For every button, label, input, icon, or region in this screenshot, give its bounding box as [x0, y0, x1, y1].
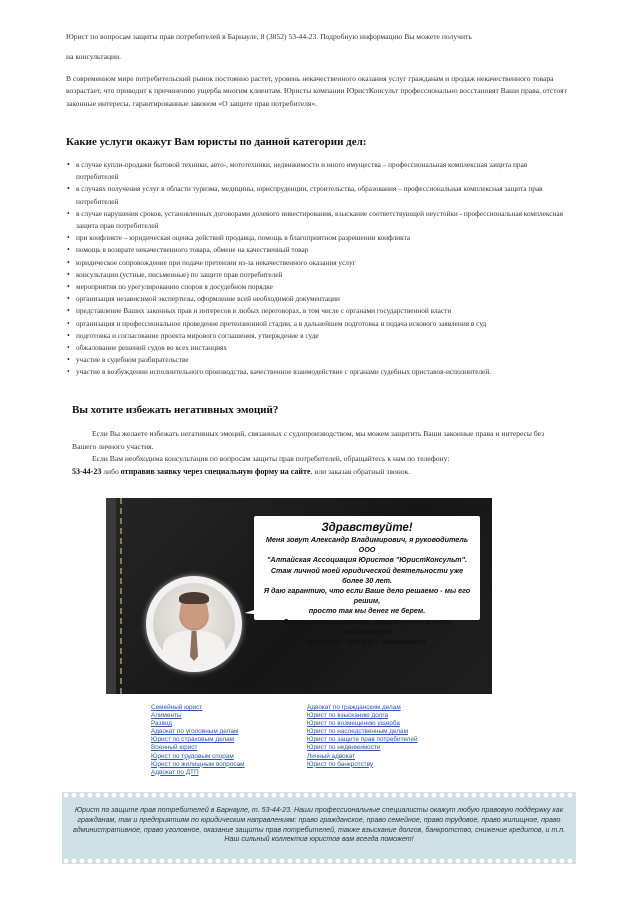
link-item — [307, 712, 418, 720]
service-item: • в случае купли-продажи бытовой техники, авто-, мототехники, недвижимости и иного имущества – профессиональная комплексная защита прав потребителей — [66, 159, 566, 183]
service-link[interactable]: Адвокат по ДТП — [151, 768, 199, 776]
service-item: • организация и профессиональное проведение претензионной стадии, а в дальнейшем подготовка и подача искового заявления в суд — [66, 318, 566, 330]
link-item — [151, 704, 245, 712]
link-item — [307, 704, 418, 712]
link-item — [151, 753, 245, 761]
service-link[interactable]: Юрист по наследственным делам — [307, 728, 408, 736]
service-link[interactable]: Развод — [151, 720, 172, 728]
service-link[interactable]: Алименты — [151, 712, 182, 720]
link-item — [151, 761, 245, 769]
greeting-line: проблему. Чем мы и занимаемся. — [306, 637, 428, 647]
contact-text: Если Вам необходима консультация по вопросам защиты прав потребителей, обращайтесь к нам по телефону: — [92, 454, 450, 463]
service-link[interactable]: Адвокат по уголовным делам — [151, 728, 239, 736]
service-item: • консультации (устные, письменные) по защите прав потребителей — [66, 269, 566, 281]
service-link[interactable]: Семейный юрист — [151, 704, 203, 711]
service-item: • обжалование решений судов во всех инстанциях — [66, 342, 566, 354]
service-item: • подготовка и согласование проекта мирового соглашения, утверждение в суде — [66, 330, 566, 342]
request-form-link[interactable]: отправив заявку через специальную форму на сайте — [120, 466, 311, 476]
service-link[interactable]: Юрист по защите прав потребителей — [307, 736, 418, 744]
greeting-line: Для нас важно искренне помочь решить вашу юридическую — [282, 616, 452, 636]
greeting-text — [260, 535, 474, 647]
leather-strip — [106, 498, 116, 694]
director-photo — [153, 583, 235, 665]
negative-paragraph: Если Вы желаете избежать негативных эмоций, связанных с судопроизводством, мы можем защитить Ваши законные права и интересы без Вашего личного участия. — [72, 429, 545, 451]
greeting-line: "Алтайская Ассоциация Юристов "ЮристКонсульт". — [267, 555, 467, 565]
greeting-line: Я даю гарантию, что если Ваше дело решаемо - мы его решим, — [263, 586, 471, 606]
link-item — [151, 744, 245, 752]
link-item — [151, 712, 245, 720]
link-item — [151, 769, 245, 777]
link-item — [151, 720, 245, 728]
negative-emotions-heading: Вы хотите избежать негативных эмоций? — [72, 404, 279, 416]
contact-text-end: , или заказав обратный звонок. — [310, 466, 411, 476]
service-item: • участие в возбуждении исполнительного производства, качественное взаимодействие с органами судебных приставов-исполнителей. — [66, 366, 566, 378]
intro-paragraph: В современном мире потребительский рынок постоянно растет, уровень некачественного оказания услуг гражданам и продаж некачественного товара возрастает, что приводит к причинению ущерба многим клиентам. Юристы компании ЮристКонсульт профессионально восстановят Ваши права, отстоят законные интересы, гарантированные законом «О защите прав потребителя». — [66, 74, 567, 108]
service-item: • организация независимой экспертизы, оформление всей необходимой документации — [66, 293, 566, 305]
link-item — [307, 720, 418, 728]
service-item: • участие в судебном разбирательстве — [66, 354, 566, 366]
service-link[interactable]: Юрист по возмещению ущерба — [307, 720, 400, 728]
link-item — [307, 744, 418, 752]
link-item — [151, 728, 245, 736]
contact-paragraph — [72, 453, 562, 479]
greeting-line: просто так мы денег не берем. — [308, 606, 426, 616]
service-links-left — [151, 704, 245, 777]
service-item: • в случае нарушения сроков, установленных договорами долевого инвестирования, взыскание соответствующей неустойки - профессиональная комплексная защита прав потребителей — [66, 208, 566, 232]
service-item: • мероприятия по урегулированию споров в досудебном порядке — [66, 281, 566, 293]
intro-line: Юрист по вопросам защиты прав потребителей в Барнауле, 8 (3852) 53-44-23. Подробную информацию Вы можете получить — [66, 32, 472, 41]
service-link[interactable]: Юрист по недвижимости — [307, 744, 381, 752]
link-item — [307, 753, 418, 761]
service-link[interactable]: Юрист по взысканию долга — [307, 712, 389, 720]
service-link[interactable]: Военный юрист — [151, 744, 198, 752]
footer-banner: Юрист по защите прав потребителей в Барнауле, т. 53-44-23. Наши профессиональные специалисты окажут любую правовую поддержку как гражданам, так и предприятиям по юридическим направлениям: право гражданское, право семейное, право трудовое, право жилищное, право административное, право уголовное, оказание защиты прав потребителей, также взыскание долгов, банкротство, снижение кредитов, и т.п. Наш сильный коллектив юристов вам всегда поможет! — [62, 792, 576, 864]
service-item: • при конфликте – юридическая оценка действий продавца, помощь в благоприятном разрешении конфликта — [66, 232, 566, 244]
director-banner — [106, 498, 492, 694]
service-link[interactable]: Юрист по жилищным вопросам — [151, 760, 245, 768]
service-link[interactable]: Юрист по банкротству — [307, 760, 374, 768]
service-link[interactable]: Личный адвокат — [307, 752, 355, 760]
phone-number: 53-44-23 — [72, 466, 102, 476]
greeting-line: Меня зовут Александр Владимирович, я руководитель ООО — [265, 535, 469, 555]
service-links-right — [307, 704, 418, 769]
speech-bubble — [254, 516, 480, 647]
services-list — [66, 159, 566, 379]
contact-text-mid: либо — [101, 466, 121, 476]
services-heading: Какие услуги окажут Вам юристы по данной категории дел: — [66, 136, 367, 148]
service-item: • помощь в возврате некачественного товара, обмене на качественный товар — [66, 244, 566, 256]
stitched-seam — [120, 498, 122, 694]
photo-hair — [179, 592, 209, 604]
greeting-line: Стаж личной моей юридической деятельности уже более 30 лет. — [270, 565, 464, 585]
service-link[interactable]: Юрист по трудовым спорам — [151, 752, 234, 760]
service-item: • представление Ваших законных прав и интересов в любых переговорах, в том числе с органами государственной власти — [66, 305, 566, 317]
link-item — [307, 761, 418, 769]
service-link[interactable]: Адвокат по гражданским делам — [307, 704, 401, 711]
service-link[interactable]: Юрист по страховым делам — [151, 736, 235, 744]
service-item: • юридическое сопровождение при подаче претензии из-за некачественного оказания услуг — [66, 257, 566, 269]
service-item: • в случаях получения услуг в области туризма, медицины, юриспруденции, строительства, образования – профессиональная комплексная защита прав потребителей — [66, 183, 566, 207]
intro-line-continuation: на консультации. — [66, 52, 122, 61]
greeting-title: Здравствуйте! — [321, 522, 413, 534]
link-item — [307, 736, 418, 744]
